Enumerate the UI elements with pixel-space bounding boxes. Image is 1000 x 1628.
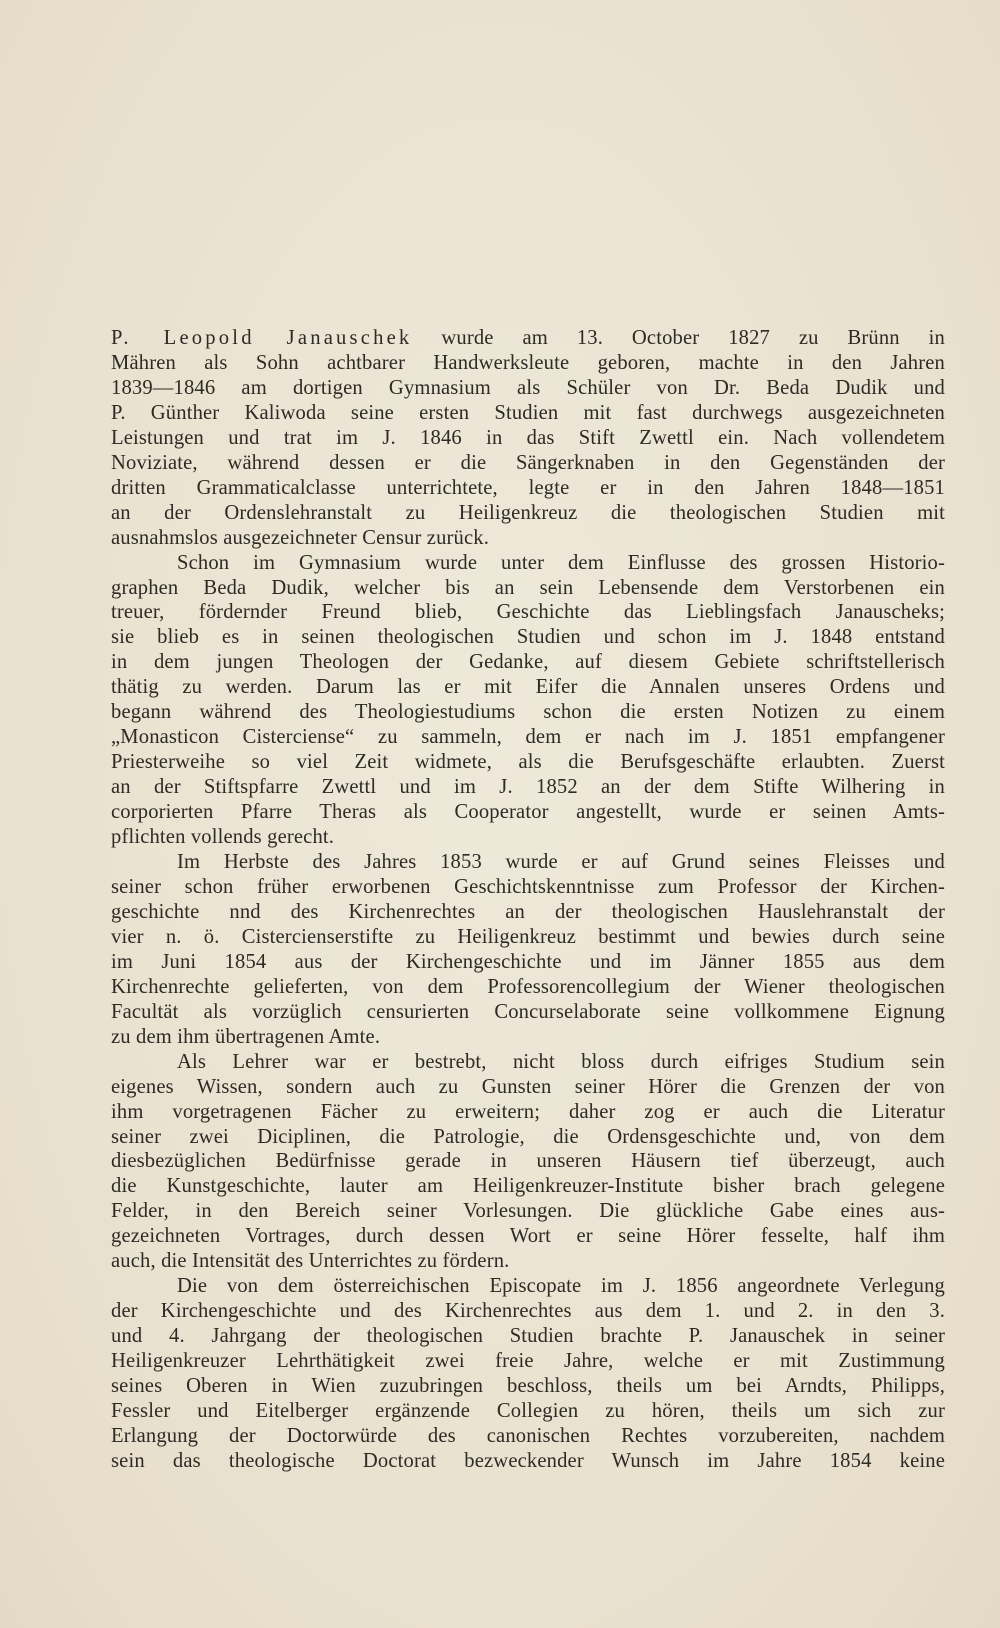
text-line: ausnahmslos ausgezeichneter Censur zurück.: [111, 526, 490, 549]
text-line: P. Leopold Janauschek wurde am 13. October 1827 zu Brünn in: [111, 327, 945, 349]
text-line: eigenes Wissen, sondern auch zu Gunsten seiner Hörer die Grenzen der von: [111, 1075, 945, 1098]
text-line: Im Herbste des Jahres 1853 wurde er auf Grund seines Fleisses und: [177, 851, 945, 874]
paragraph-3: [111, 850, 945, 1050]
paragraph-5: [111, 1274, 945, 1474]
text-line: Leistungen und trat im J. 1846 in das Stift Zwettl ein. Nach vollendetem: [111, 426, 945, 449]
text-line: Facultät als vorzüglich censurierten Concurselaborate seine vollkommene Eignung: [111, 1000, 945, 1023]
text-line: Heiligenkreuzer Lehrthätigkeit zwei freie Jahre, welche er mit Zustimmung: [111, 1350, 945, 1373]
text-line: seiner zwei Diciplinen, die Patrologie, die Ordensgeschichte und, von dem: [111, 1125, 945, 1148]
text-line: gezeichneten Vortrages, durch dessen Wort er seine Hörer fesselte, half ihm: [111, 1225, 945, 1248]
text-line: in dem jungen Theologen der Gedanke, auf diesem Gebiete schriftstellerisch: [111, 651, 945, 674]
text-line: an der Ordenslehranstalt zu Heiligenkreuz die theologischen Studien mit: [111, 501, 945, 524]
text-line: seines Oberen in Wien zuzubringen beschloss, theils um bei Arndts, Philipps,: [111, 1375, 945, 1398]
text-line: corporierten Pfarre Theras als Cooperator angestellt, wurde er seinen Amts-: [111, 801, 945, 824]
text-line: diesbezüglichen Bedürfnisse gerade in unseren Häusern tief überzeugt, auch: [111, 1150, 945, 1173]
text-line: 1839—1846 am dortigen Gymnasium als Schüler von Dr. Beda Dudik und: [111, 376, 945, 399]
paragraph-2: [111, 551, 945, 850]
text-line: Fessler und Eitelberger ergänzende Collegien zu hören, theils um sich zur: [111, 1399, 945, 1422]
body-text: [111, 326, 945, 1474]
text-line: Mähren als Sohn achtbarer Handwerksleute geboren, machte in den Jahren: [111, 351, 945, 374]
text-line: geschichte nnd des Kirchenrechtes an der theologischen Hauslehranstalt der: [111, 900, 945, 923]
text-line: Priesterweihe so viel Zeit widmete, als die Berufsgeschäfte erlaubten. Zuerst: [111, 751, 945, 774]
text-line: sein das theologische Doctorat bezweckender Wunsch im Jahre 1854 keine: [111, 1449, 945, 1472]
text-line: sie blieb es in seinen theologischen Studien und schon im J. 1848 entstand: [111, 626, 945, 649]
text-line: auch, die Intensität des Unterrichtes zu fördern.: [111, 1250, 510, 1273]
text-line: treuer, fördernder Freund blieb, Geschichte das Lieblingsfach Janauscheks;: [111, 601, 945, 624]
text-line: P. Günther Kaliwoda seine ersten Studien mit fast durchwegs ausgezeichneten: [111, 401, 945, 424]
text-line: und 4. Jahrgang der theologischen Studien brachte P. Janauschek in seiner: [111, 1325, 945, 1348]
text-line: Felder, in den Bereich seiner Vorlesungen. Die glückliche Gabe eines aus-: [111, 1200, 945, 1223]
text-line: zu dem ihm übertragenen Amte.: [111, 1025, 381, 1048]
text-line: Die von dem österreichischen Episcopate im J. 1856 angeordnete Verlegung: [177, 1275, 945, 1298]
paragraph-4: [111, 1050, 945, 1275]
text-line: Erlangung der Doctorwürde des canonischen Rechtes vorzubereiten, nachdem: [111, 1424, 945, 1447]
text-line: „Monasticon Cisterciense“ zu sammeln, dem er nach im J. 1851 empfangener: [111, 726, 945, 749]
text-line: der Kirchengeschichte und des Kirchenrechtes aus dem 1. und 2. in den 3.: [111, 1300, 945, 1323]
text-line: an der Stiftspfarre Zwettl und im J. 1852 an der dem Stifte Wilhering in: [111, 776, 945, 799]
text-line: die Kunstgeschichte, lauter am Heiligenkreuzer-Institute bisher brach gelegene: [111, 1175, 945, 1198]
lead-name: P. Leopold Janauschek: [111, 327, 413, 349]
paragraph-1: [111, 326, 945, 551]
text-line: vier n. ö. Cistercienserstifte zu Heiligenkreuz bestimmt und bewies durch seine: [111, 925, 945, 948]
text-line: ihm vorgetragenen Fächer zu erweitern; daher zog er auch die Literatur: [111, 1100, 945, 1123]
text-line: dritten Grammaticalclasse unterrichtete, legte er in den Jahren 1848—1851: [111, 476, 945, 499]
text-line: Schon im Gymnasium wurde unter dem Einflusse des grossen Historio-: [177, 551, 945, 574]
text-line: Noviziate, während dessen er die Sängerknaben in den Gegenständen der: [111, 451, 945, 474]
text-line: Als Lehrer war er bestrebt, nicht bloss durch eifriges Studium sein: [177, 1050, 945, 1073]
text-line: pflichten vollends gerecht.: [111, 826, 335, 849]
text-line: im Juni 1854 aus der Kirchengeschichte und im Jänner 1855 aus dem: [111, 950, 945, 973]
text-line: begann während des Theologiestudiums schon die ersten Notizen zu einem: [111, 701, 945, 724]
text-line: graphen Beda Dudik, welcher bis an sein Lebensende dem Verstorbenen ein: [111, 576, 945, 599]
text-line: thätig zu werden. Darum las er mit Eifer die Annalen unseres Ordens und: [111, 676, 945, 699]
text-line: Kirchenrechte gelieferten, von dem Professorencollegium der Wiener theologischen: [111, 975, 945, 998]
text-line: seiner schon früher erworbenen Geschichtskenntnisse zum Professor der Kirchen-: [111, 875, 945, 898]
